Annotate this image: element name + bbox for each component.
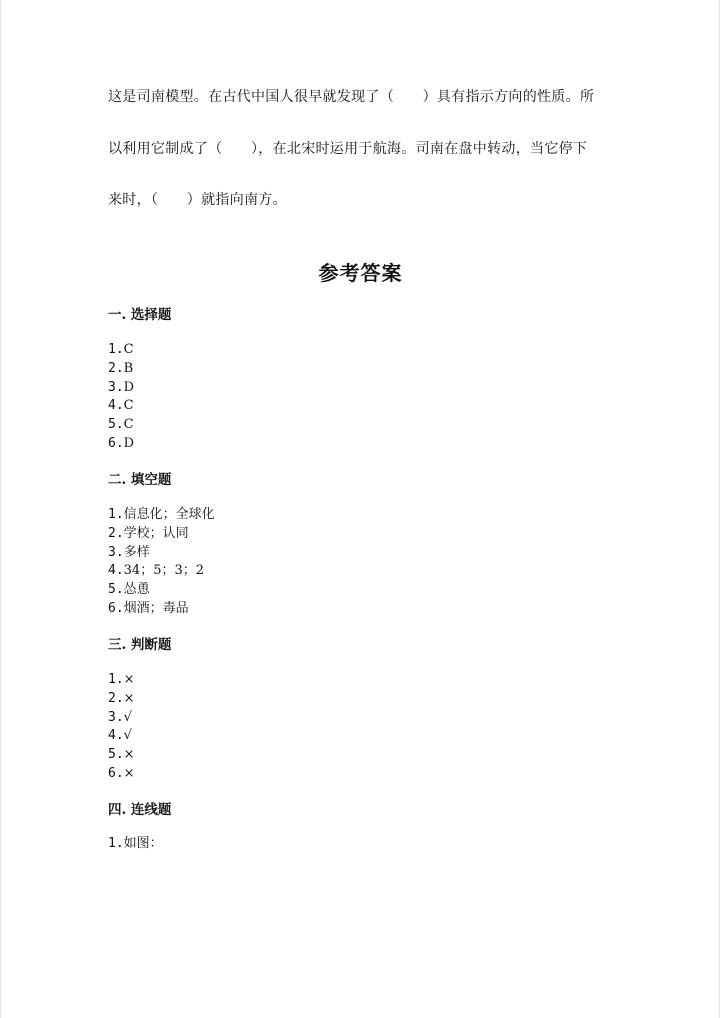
answer-key-title: 参考答案 [318, 261, 403, 285]
item-number: 3. [108, 709, 124, 725]
item-answer: D [123, 379, 135, 395]
list-item [108, 671, 135, 690]
section-heading-choice: 一. 选择题 [108, 307, 172, 323]
item-answer: D [123, 435, 135, 451]
item-number: 4. [108, 398, 124, 414]
list-item [108, 397, 134, 416]
list-item [108, 709, 135, 728]
list-item [108, 600, 215, 619]
answer-list-matching [108, 835, 163, 854]
section-heading-true-false: 三. 判断题 [108, 637, 172, 653]
item-answer: B [123, 360, 134, 376]
item-answer: 烟酒；毒品 [123, 600, 189, 616]
item-number: 5. [108, 582, 124, 598]
list-item [108, 765, 135, 784]
item-number: 5. [108, 747, 124, 763]
page-left-edge [0, 0, 1, 1018]
item-answer: C [123, 342, 134, 357]
item-answer: × [123, 765, 135, 781]
list-item [108, 562, 215, 581]
item-number: 2. [108, 360, 124, 376]
item-number: 4. [108, 563, 124, 579]
item-number: 5. [108, 417, 124, 433]
item-number: 3. [108, 379, 124, 395]
item-answer: 多样 [123, 544, 150, 560]
item-number: 1. [108, 836, 124, 851]
list-item [108, 506, 215, 525]
list-item [108, 435, 134, 454]
item-number: 4. [108, 728, 124, 744]
item-answer: √ [123, 728, 132, 744]
list-item [108, 360, 134, 379]
answer-list-fill-blank [108, 506, 215, 619]
list-item [108, 835, 163, 854]
section-heading-matching: 四. 连线题 [108, 802, 172, 818]
item-number: 6. [108, 435, 124, 451]
item-number: 3. [108, 544, 124, 560]
list-item [108, 581, 215, 600]
item-answer: 怂恿 [123, 582, 150, 598]
question-paragraph-line-2: 以利用它制成了（ ），在北宋时运用于航海。司南在盘中转动，当它停下 [108, 141, 588, 157]
item-number: 6. [108, 600, 124, 616]
item-number: 2. [108, 690, 124, 706]
answer-list-true-false [108, 671, 135, 784]
item-answer: 34；5；3；2 [123, 563, 205, 579]
item-answer: × [123, 672, 135, 687]
item-number: 1. [108, 507, 124, 522]
item-answer: 信息化；全球化 [123, 507, 215, 522]
item-number: 2. [108, 525, 124, 541]
item-answer: × [123, 690, 135, 706]
list-item [108, 416, 134, 435]
item-answer: √ [123, 709, 132, 725]
answer-list-choice [108, 341, 134, 454]
item-answer: C [123, 417, 134, 433]
item-number: 1. [108, 342, 124, 357]
item-number: 6. [108, 765, 124, 781]
list-item [108, 727, 135, 746]
list-item [108, 690, 135, 709]
list-item [108, 379, 134, 398]
item-answer: 学校；认同 [123, 525, 189, 541]
question-paragraph-line-3: 来时，（ ）就指向南方。 [108, 192, 287, 208]
item-answer: C [123, 398, 134, 414]
list-item [108, 525, 215, 544]
section-heading-fill-blank: 二. 填空题 [108, 472, 172, 488]
list-item [108, 341, 134, 360]
question-paragraph-line-1: 这是司南模型。在古代中国人很早就发现了（ ）具有指示方向的性质。所 [108, 89, 595, 105]
list-item [108, 544, 215, 563]
item-answer: 如图： [123, 836, 163, 851]
item-answer: × [123, 747, 135, 763]
list-item [108, 746, 135, 765]
item-number: 1. [108, 672, 124, 687]
